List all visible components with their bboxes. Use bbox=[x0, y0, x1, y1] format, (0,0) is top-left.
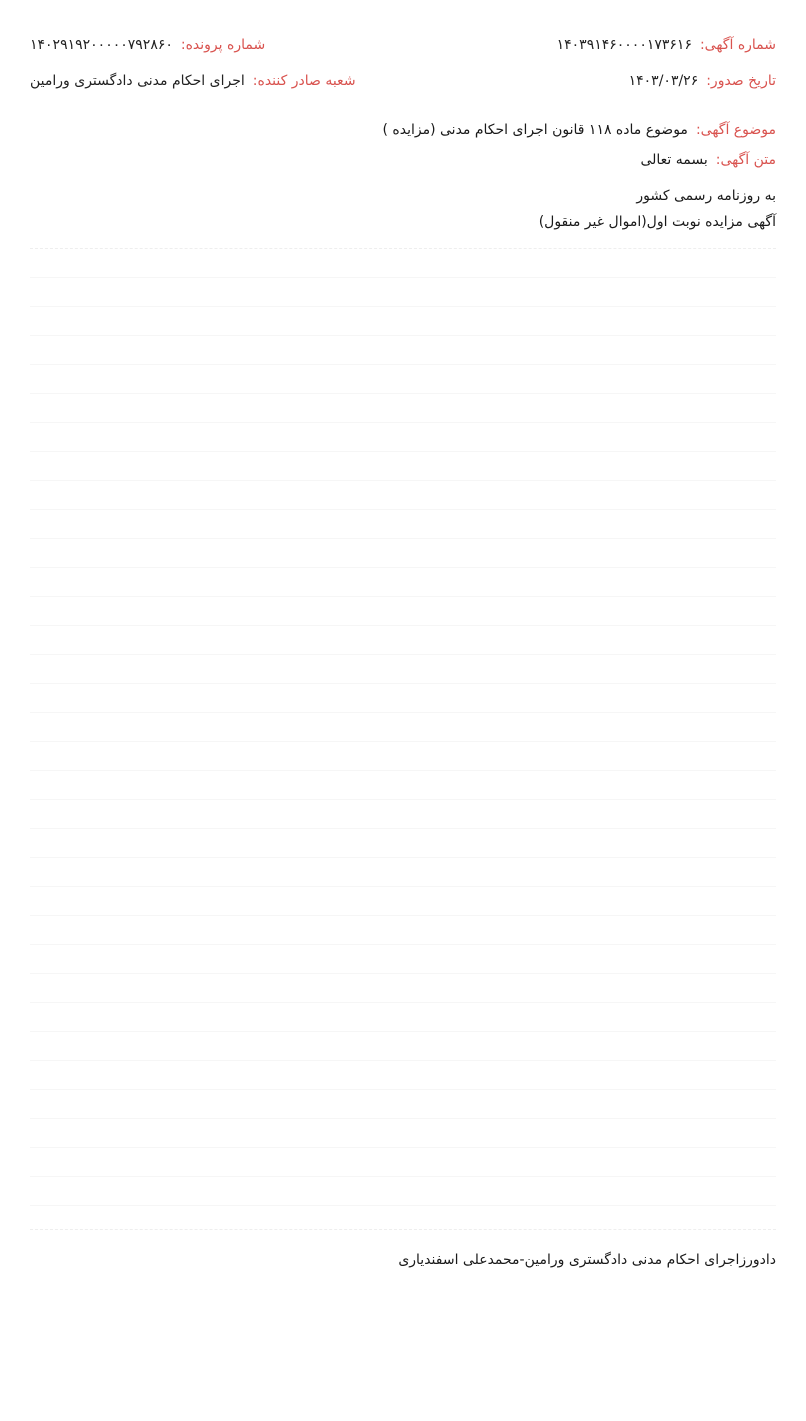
text-intro: بسمه تعالی bbox=[640, 152, 708, 168]
ad-number-value: ۱۴۰۳۹۱۴۶۰۰۰۰۱۷۳۶۱۶ bbox=[556, 37, 692, 53]
case-number-label: شماره پرونده: bbox=[180, 37, 266, 53]
case-number-cell bbox=[30, 37, 265, 53]
ad-number-label: شماره آگهی: bbox=[699, 37, 776, 53]
issuing-branch-value: اجرای احکام مدنی دادگستری ورامین bbox=[30, 73, 245, 89]
signature: دادورزاجرای احکام مدنی دادگستری ورامین-محمدعلی اسفندیاری bbox=[398, 1252, 776, 1268]
issuing-branch-label: شعبه صادر کننده: bbox=[252, 73, 356, 89]
heading-1: به روزنامه رسمی کشور bbox=[636, 188, 776, 204]
issuing-branch-cell bbox=[30, 73, 356, 89]
meta-row-1 bbox=[30, 30, 776, 60]
case-number-value: ۱۴۰۲۹۱۹۲۰۰۰۰۰۷۹۲۸۶۰ bbox=[30, 37, 173, 53]
text-label: متن آگهی: bbox=[715, 152, 776, 168]
issue-date-value: ۱۴۰۳/۰۳/۲۶ bbox=[628, 73, 699, 89]
subject-value: موضوع ماده ۱۱۸ قانون اجرای احکام مدنی (مزایده ) bbox=[382, 122, 688, 138]
subject-label: موضوع آگهی: bbox=[695, 122, 776, 138]
ad-number-cell bbox=[557, 37, 776, 53]
meta-row-2 bbox=[30, 66, 776, 96]
issue-date-cell bbox=[629, 73, 776, 89]
subject-row bbox=[30, 122, 776, 138]
heading-2: آگهی مزایده نوبت اول(اموال غیر منقول) bbox=[538, 214, 776, 230]
text-row bbox=[30, 152, 776, 168]
body-text-area bbox=[30, 248, 776, 1230]
issue-date-label: تاریخ صدور: bbox=[706, 73, 776, 89]
